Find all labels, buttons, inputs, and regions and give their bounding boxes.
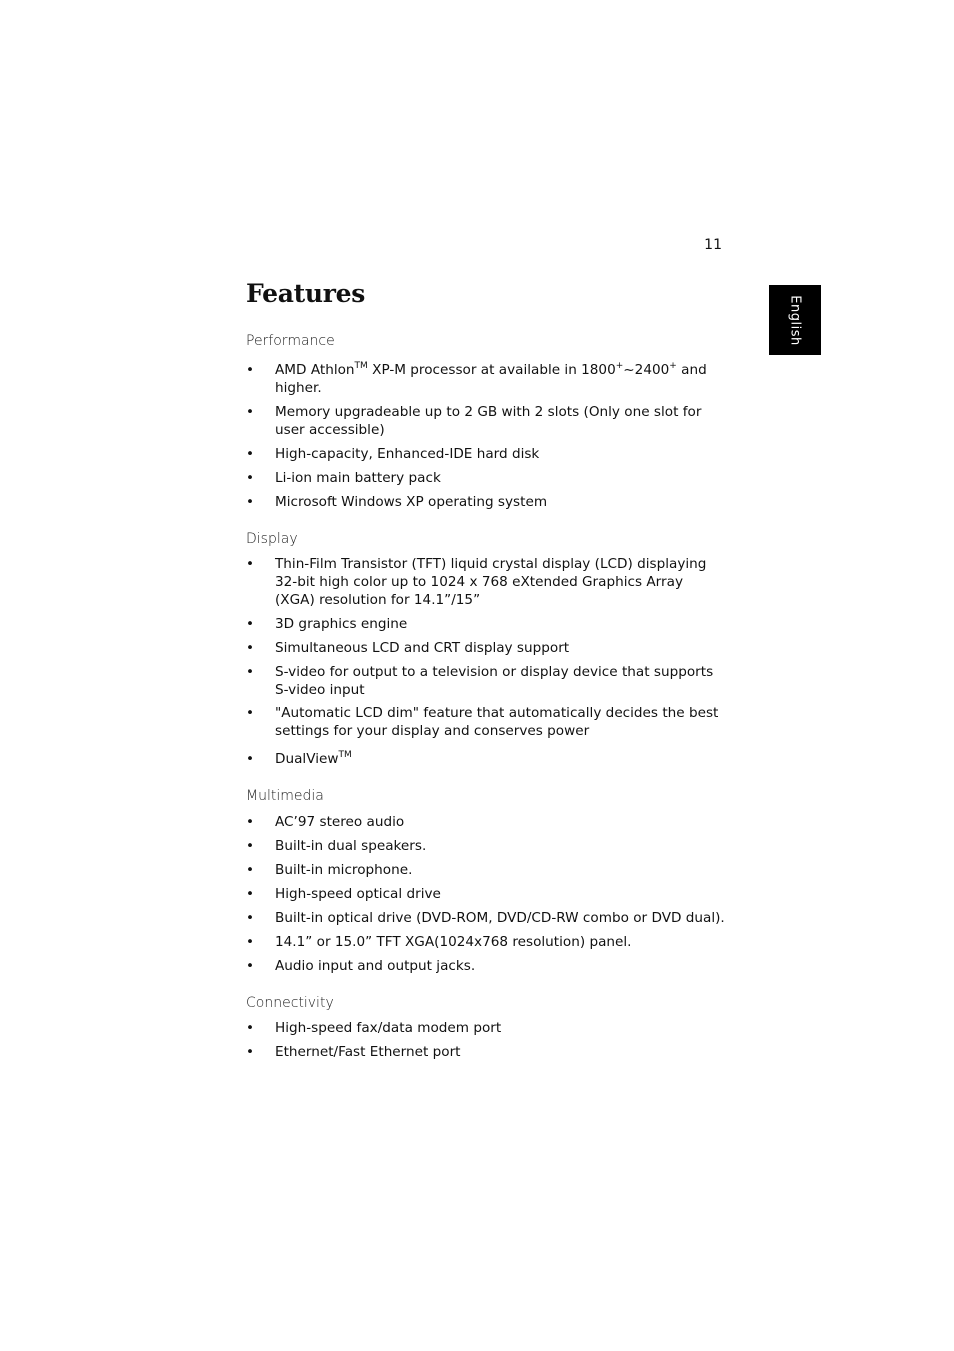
bullet: •: [246, 705, 255, 721]
bullet: •: [246, 886, 255, 902]
section-title-connectivity: Connectivity: [246, 995, 334, 1011]
list-item-text: 14.1” or 15.0” TFT XGA(1024x768 resolution) panel.: [275, 934, 632, 950]
bullet: •: [246, 362, 255, 378]
bullet: •: [246, 640, 255, 656]
list-item-text: Microsoft Windows XP operating system: [275, 494, 548, 510]
bullet: •: [246, 814, 255, 830]
list-item-text: "Automatic LCD dim" feature that automatically decides the best settings for your display and conserves power: [275, 705, 719, 739]
section-title-display: Display: [246, 531, 298, 547]
bullet: •: [246, 616, 255, 632]
list-item-text: Built-in dual speakers.: [275, 838, 427, 854]
bullet: •: [246, 934, 255, 950]
list-item-text: Thin-Film Transistor (TFT) liquid crystal display (LCD) displaying 32-bit high color up to 1024 x 768 eXtended Graphics Array (XGA) resolution for 14.1”/15”: [275, 556, 707, 608]
list-item-text: High-speed optical drive: [275, 886, 441, 902]
bullet: •: [246, 494, 255, 510]
bullet: •: [246, 664, 255, 680]
section-title-performance: Performance: [246, 333, 335, 349]
bullet: •: [246, 958, 255, 974]
bullet: •: [246, 1020, 255, 1036]
list-item-text: Li-ion main battery pack: [275, 470, 441, 486]
list-item-text: DualView™: [275, 750, 352, 767]
page-number: 11: [704, 237, 722, 253]
list-item-text: High-capacity, Enhanced-IDE hard disk: [275, 446, 540, 462]
list-item-text: S-video for output to a television or display device that supports S-video input: [275, 664, 714, 698]
bullet: •: [246, 862, 255, 878]
bullet: •: [246, 470, 255, 486]
bullet: •: [246, 751, 255, 767]
bullet: •: [246, 838, 255, 854]
language-tab-label: English: [787, 294, 803, 346]
list-item-text: Audio input and output jacks.: [275, 958, 476, 974]
list-item-text: High-speed fax/data modem port: [275, 1020, 502, 1036]
bullet: •: [246, 446, 255, 462]
bullet: •: [246, 556, 255, 572]
bullet: •: [246, 910, 255, 926]
list-item-text: Built-in microphone.: [275, 862, 413, 878]
language-tab: [769, 285, 821, 355]
list-item-text: Simultaneous LCD and CRT display support: [275, 640, 570, 656]
bullet: •: [246, 404, 255, 420]
list-item-text: Built-in optical drive (DVD-ROM, DVD/CD-RW combo or DVD dual).: [275, 910, 725, 926]
list-item-text: 3D graphics engine: [275, 616, 408, 632]
page-title: Features: [246, 279, 365, 308]
list-item-text: Ethernet/Fast Ethernet port: [275, 1044, 461, 1060]
section-title-multimedia: Multimedia: [246, 788, 324, 804]
bullet: •: [246, 1044, 255, 1060]
list-item-text: AMD Athlon™ XP-M processor at available in 1800+~2400+ and higher.: [275, 361, 707, 396]
list-item-text: AC’97 stereo audio: [275, 814, 405, 830]
list-item-text: Memory upgradeable up to 2 GB with 2 slots (Only one slot for user accessible): [275, 404, 702, 438]
